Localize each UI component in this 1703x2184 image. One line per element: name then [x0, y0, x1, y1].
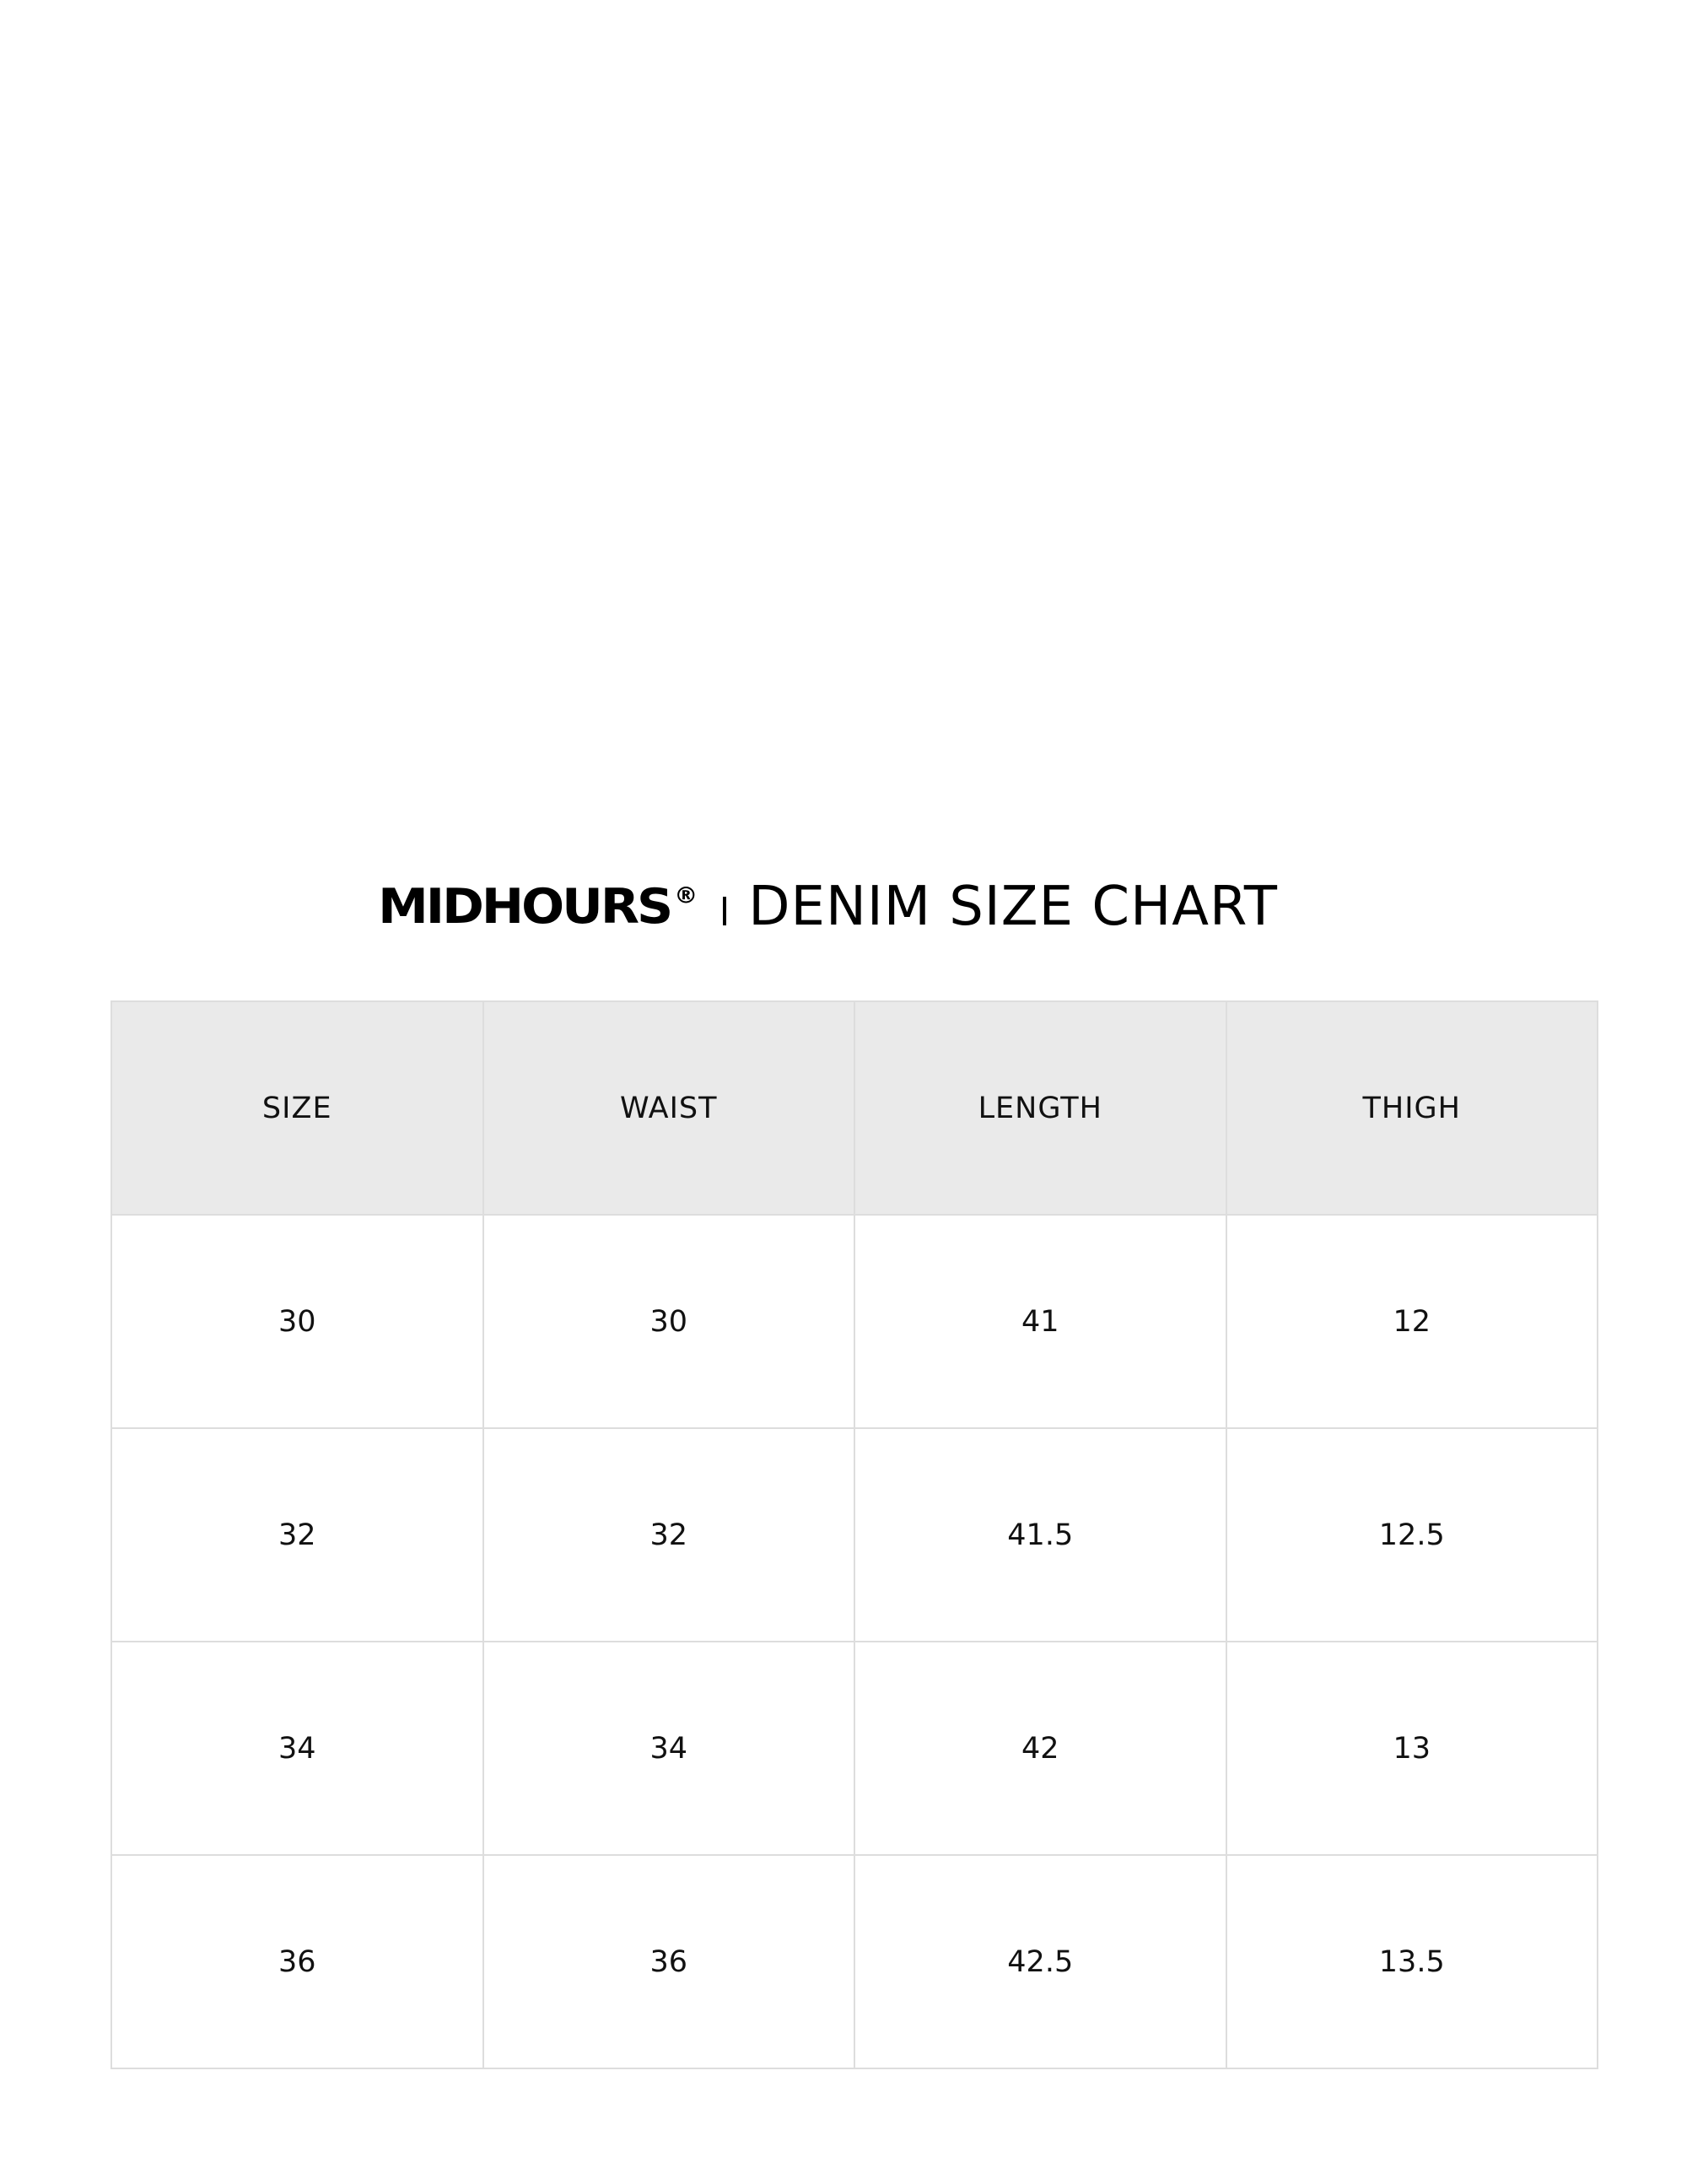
cell-length: 41 — [854, 1215, 1226, 1428]
title-divider — [723, 897, 726, 925]
brand-logo — [378, 879, 698, 936]
size-chart-header — [0, 873, 1656, 941]
table-row — [111, 1428, 1598, 1642]
cell-size: 36 — [111, 1855, 483, 2068]
cell-length: 42 — [854, 1642, 1226, 1855]
page-title: DENIM SIZE CHART — [748, 876, 1278, 938]
size-chart-table — [110, 1000, 1598, 2069]
brand-name: MIDHOURS — [378, 878, 671, 936]
table-row — [111, 1642, 1598, 1855]
cell-size: 30 — [111, 1215, 483, 1428]
cell-thigh: 12.5 — [1226, 1428, 1598, 1642]
table-header-row — [111, 1001, 1598, 1215]
registered-mark: ® — [674, 882, 698, 909]
cell-waist: 34 — [483, 1642, 855, 1855]
cell-size: 32 — [111, 1428, 483, 1642]
cell-thigh: 13.5 — [1226, 1855, 1598, 2068]
table-row — [111, 1215, 1598, 1428]
cell-waist: 36 — [483, 1855, 855, 2068]
cell-size: 34 — [111, 1642, 483, 1855]
cell-waist: 32 — [483, 1428, 855, 1642]
cell-length: 41.5 — [854, 1428, 1226, 1642]
column-header-waist: WAIST — [483, 1001, 855, 1215]
cell-thigh: 12 — [1226, 1215, 1598, 1428]
cell-waist: 30 — [483, 1215, 855, 1428]
cell-thigh: 13 — [1226, 1642, 1598, 1855]
column-header-length: LENGTH — [854, 1001, 1226, 1215]
table-row — [111, 1855, 1598, 2068]
column-header-thigh: THIGH — [1226, 1001, 1598, 1215]
cell-length: 42.5 — [854, 1855, 1226, 2068]
column-header-size: SIZE — [111, 1001, 483, 1215]
